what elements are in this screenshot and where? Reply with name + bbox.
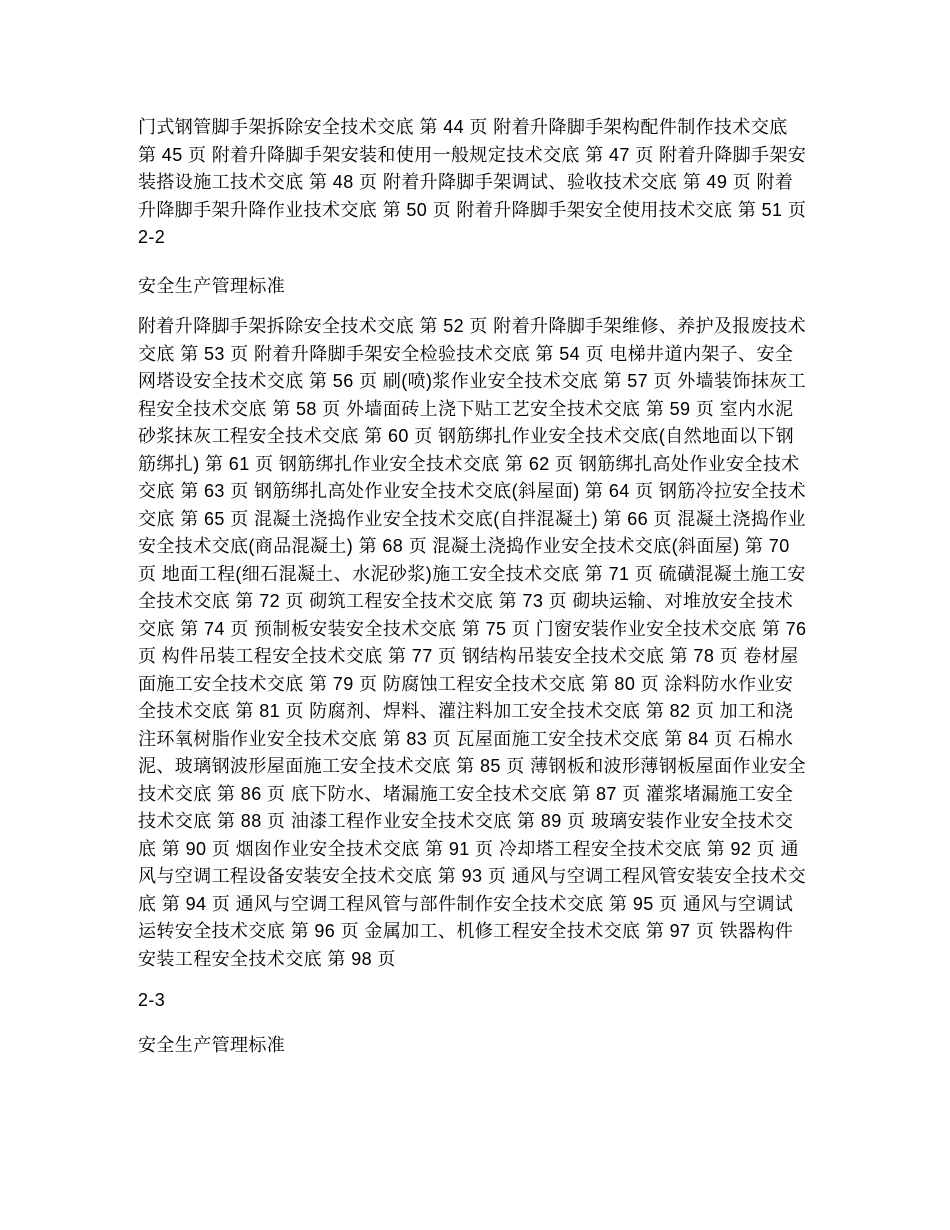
text-line: 2-3 (138, 990, 166, 1010)
text-line: 运转安全技术交底 第 96 页 金属加工、机修工程安全技术交底 第 97 页 铁器构件 (138, 921, 794, 941)
text-line: 2-2 (138, 227, 166, 247)
text-line: 门式钢管脚手架拆除安全技术交底 第 44 页 附着升降脚手架构配件制作技术交底 (138, 117, 788, 137)
text-line: 全技术交底 第 81 页 防腐剂、焊料、灌注料加工安全技术交底 第 82 页 加工和浇 (138, 701, 794, 721)
document-content (138, 114, 828, 1059)
text-line: 全技术交底 第 72 页 砌筑工程安全技术交底 第 73 页 砌块运输、对堆放安全技术 (138, 591, 794, 611)
toc-paragraph-1 (138, 114, 828, 224)
text-line: 砂浆抹灰工程安全技术交底 第 60 页 钢筋绑扎作业安全技术交底(自然地面以下钢 (138, 426, 795, 446)
text-line: 程安全技术交底 第 58 页 外墙面砖上浇下贴工艺安全技术交底 第 59 页 室内水泥 (138, 398, 794, 419)
text-line: 风与空调工程设备安装安全技术交底 第 93 页 通风与空调工程风管安装安全技术交 (138, 866, 807, 886)
text-line: 安全生产管理标准 (138, 275, 286, 296)
text-line: 筋绑扎) 第 61 页 钢筋绑扎作业安全技术交底 第 62 页 钢筋绑扎高处作业安全技术 (138, 453, 800, 474)
text-line: 交底 第 74 页 预制板安装安全技术交底 第 75 页 门窗安装作业安全技术交底 第 76 (138, 618, 807, 639)
section-heading-2 (138, 1032, 828, 1060)
text-line: 交底 第 63 页 钢筋绑扎高处作业安全技术交底(斜屋面) 第 64 页 钢筋冷拉安全技术 (138, 481, 807, 501)
text-line: 页 构件吊装工程安全技术交底 第 77 页 钢结构吊装安全技术交底 第 78 页 卷材屋 (138, 646, 799, 666)
text-line: 安全生产管理标准 (138, 1034, 286, 1055)
text-line: 装搭设施工技术交底 第 48 页 附着升降脚手架调试、验收技术交底 第 49 页 附着 (138, 172, 794, 192)
text-line: 技术交底 第 86 页 底下防水、堵漏施工安全技术交底 第 87 页 灌浆堵漏施工安全 (138, 783, 794, 804)
text-line: 安装工程安全技术交底 第 98 页 (138, 948, 396, 969)
page-marker-2-2 (138, 224, 828, 252)
text-line: 第 45 页 附着升降脚手架安装和使用一般规定技术交底 第 47 页 附着升降脚手架安 (138, 144, 807, 165)
text-line: 底 第 90 页 烟囱作业安全技术交底 第 91 页 冷却塔工程安全技术交底 第 92 页 通 (138, 838, 799, 859)
text-line: 泥、玻璃钢波形屋面施工安全技术交底 第 85 页 薄钢板和波形薄钢板屋面作业安全 (138, 756, 807, 776)
text-line: 技术交底 第 88 页 油漆工程作业安全技术交底 第 89 页 玻璃安装作业安全技术交 (138, 811, 794, 831)
text-line: 底 第 94 页 通风与空调工程风管与部件制作安全技术交底 第 95 页 通风与空调试 (138, 893, 794, 914)
page-marker-2-3 (138, 987, 828, 1015)
text-line: 交底 第 53 页 附着升降脚手架安全检验技术交底 第 54 页 电梯井道内架子、安全 (138, 343, 794, 364)
toc-paragraph-2 (138, 313, 828, 973)
text-line: 交底 第 65 页 混凝土浇捣作业安全技术交底(自拌混凝土) 第 66 页 混凝土浇捣作业 (138, 508, 807, 529)
text-line: 网塔设安全技术交底 第 56 页 刷(喷)浆作业安全技术交底 第 57 页 外墙装饰抹灰工 (138, 371, 807, 391)
text-line: 附着升降脚手架拆除安全技术交底 第 52 页 附着升降脚手架维修、养护及报废技术 (138, 316, 807, 336)
text-line: 安全技术交底(商品混凝土) 第 68 页 混凝土浇捣作业安全技术交底(斜面屋) 第 70 (138, 536, 790, 556)
text-line: 注环氧树脂作业安全技术交底 第 83 页 瓦屋面施工安全技术交底 第 84 页 石棉水 (138, 728, 794, 749)
text-line: 面施工安全技术交底 第 79 页 防腐蚀工程安全技术交底 第 80 页 涂料防水作业安 (138, 673, 794, 694)
text-line: 页 地面工程(细石混凝土、水泥砂浆)施工安全技术交底 第 71 页 硫磺混凝土施工安 (138, 563, 806, 584)
section-heading-1 (138, 273, 828, 301)
text-line: 升降脚手架升降作业技术交底 第 50 页 附着升降脚手架安全使用技术交底 第 51 页 (138, 199, 807, 220)
